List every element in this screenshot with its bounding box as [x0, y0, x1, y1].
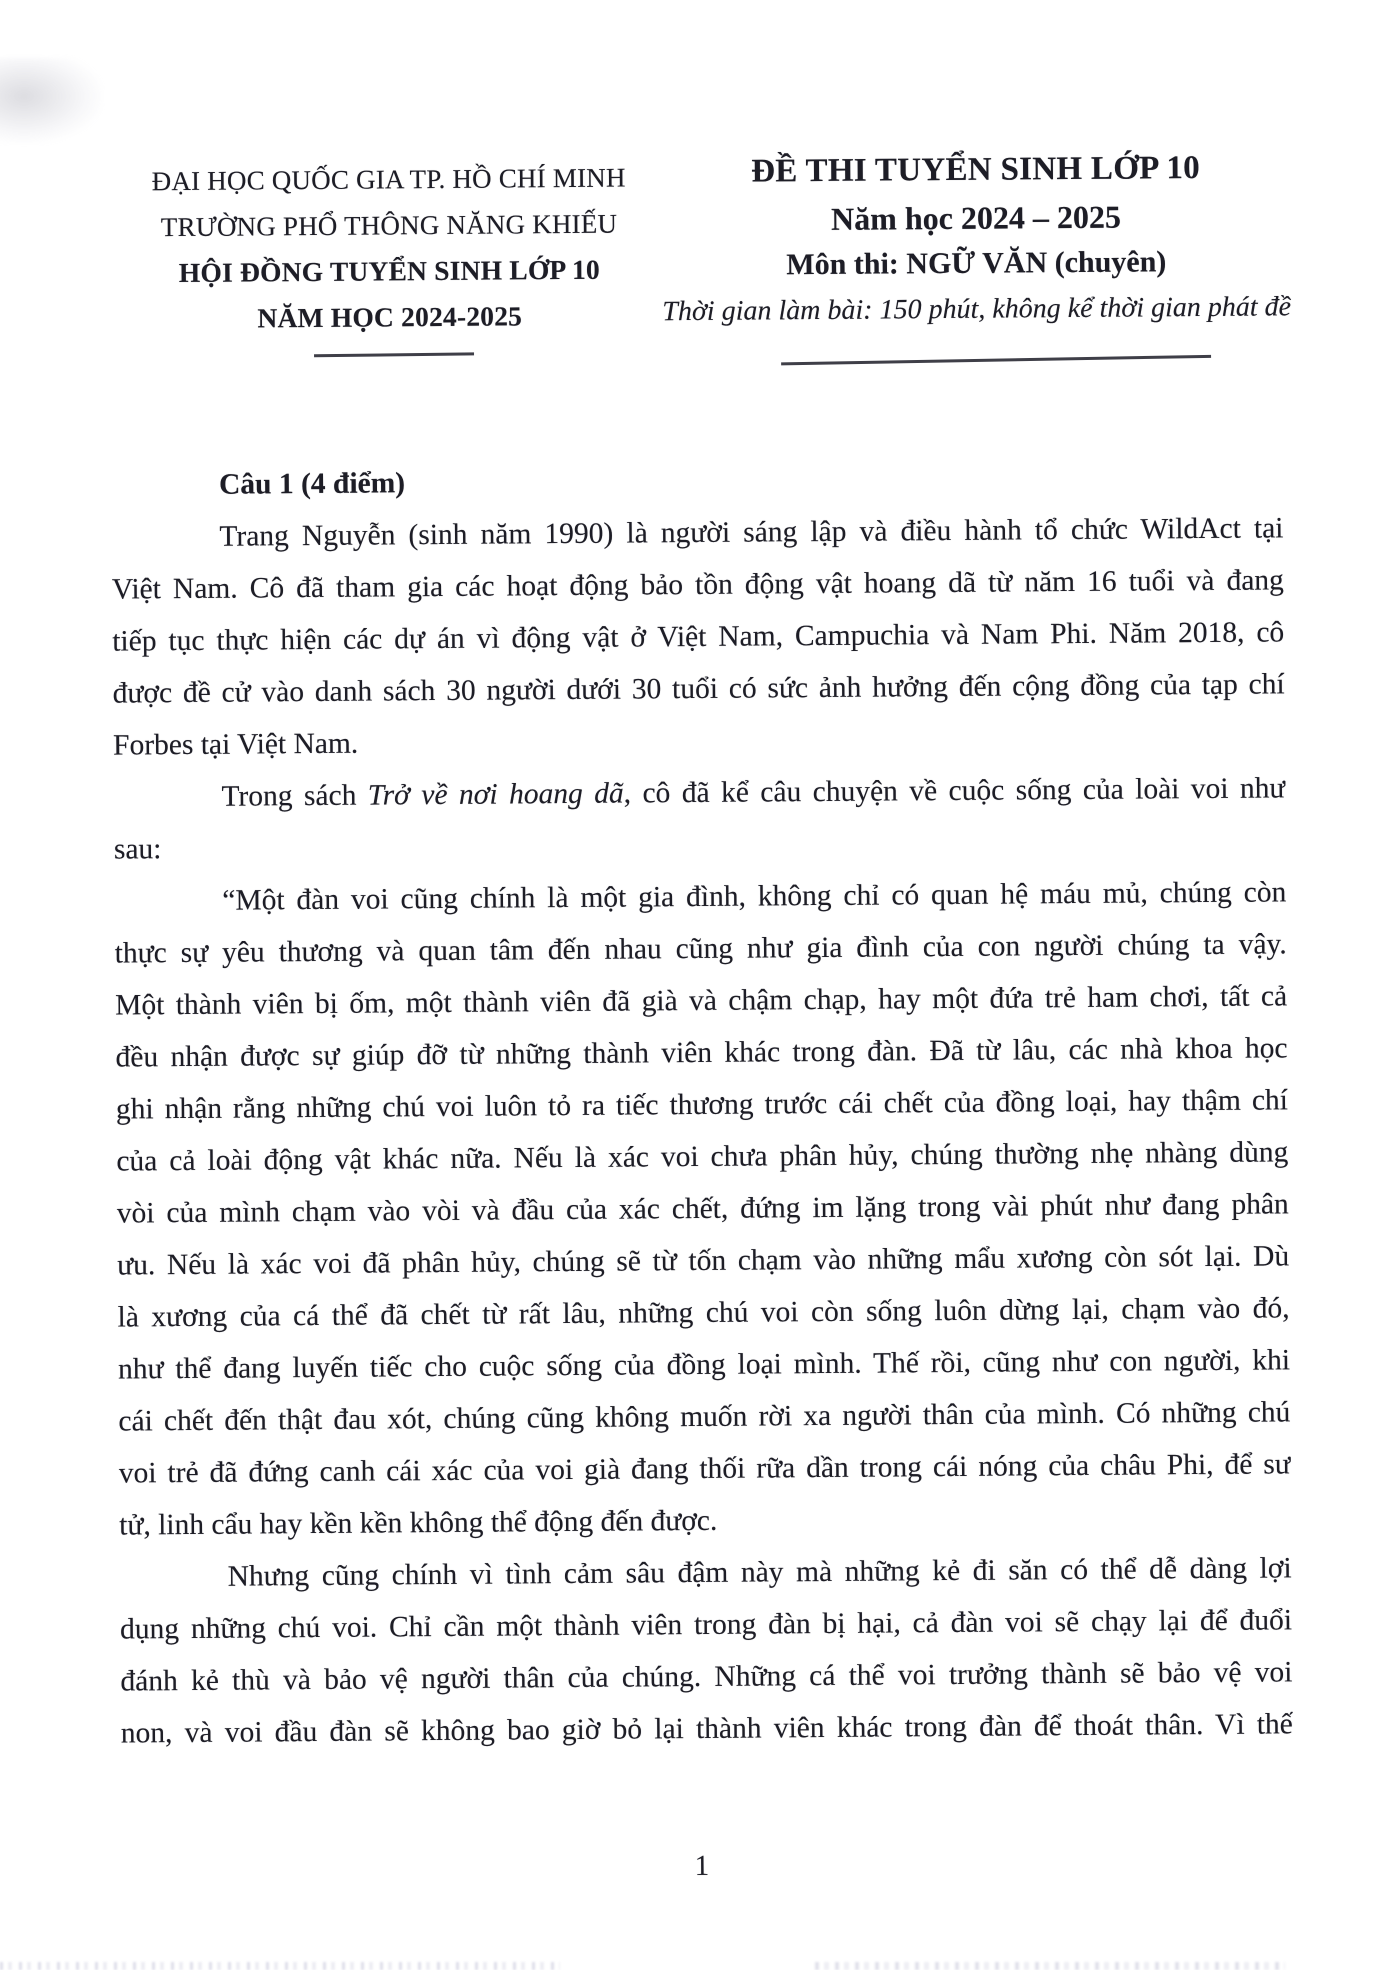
divider-line-left — [314, 352, 474, 357]
intro-paragraph — [111, 502, 1285, 771]
text-line: tiếp tục thực hiện các dự án vì động vật ở Việt Nam, Campuchia và Nam Phi. Năm 2018, cô — [112, 616, 1285, 658]
exam-title-block — [641, 143, 1310, 335]
text-line: được đề cử vào danh sách 30 người dưới 30 tuổi có sức ảnh hưởng đến cộng đồng của tạp chí — [112, 668, 1285, 710]
question-1-heading: Câu 1 (4 điểm) — [218, 467, 406, 501]
text-line: ghi nhận rằng những chú voi luôn tỏ ra tiếc thương trước cái chết của đồng loại, hay thậm chí — [115, 1084, 1289, 1126]
text-line: dụng những chú voi. Chỉ cần một thành viên trong đàn bị hại, cả đàn voi sẽ chạy lại để đuổi — [119, 1604, 1293, 1646]
text-line: tử, linh cẩu hay kền kền không thể động đến được. — [119, 1504, 718, 1542]
quote-paragraph — [114, 866, 1291, 1551]
page-number: 1 — [694, 1849, 710, 1883]
text-line: của cả loài động vật khác nữa. Nếu là xác voi chưa phân hủy, chúng thường nhẹ nhàng dùng — [116, 1136, 1289, 1178]
issuer-line-university: ĐẠI HỌC QUỐC GIA TP. HỒ CHÍ MINH — [151, 162, 626, 197]
text-line: đều nhận được sự giúp đỡ từ những thành viên khác trong đàn. Đã từ lâu, các nhà khoa học — [115, 1032, 1288, 1074]
issuer-block — [105, 154, 672, 342]
closing-paragraph — [119, 1542, 1293, 1759]
subject-line: Môn thi: NGỮ VĂN (chuyên) — [786, 245, 1167, 282]
exam-body — [111, 450, 1293, 1759]
text-line: vòi của mình chạm vào vòi và đầu của xác chết, đứng im lặng trong vài phút như đang phân — [116, 1188, 1289, 1230]
text-line: Việt Nam. Cô đã tham gia các hoạt động bảo tồn động vật hoang dã từ năm 16 tuổi và đang — [111, 564, 1284, 606]
issuer-line-council: HỘI ĐỒNG TUYỂN SINH LỚP 10 — [178, 253, 601, 289]
text-line: Trong sách Trở về nơi hoang dã, cô đã kể câu chuyện về cuộc sống của loài voi như — [221, 772, 1286, 813]
text-line: voi trẻ đã đứng canh cái xác của voi già đang thối rữa dần trong cái nóng của châu Phi, để sư — [118, 1448, 1291, 1490]
text-line: “Một đàn voi cũng chính là một gia đình, không chỉ có quan hệ máu mủ, chúng còn — [222, 876, 1287, 917]
text-line: là xương của cá thể đã chết từ rất lâu, những chú voi còn sống luôn dừng lại, chạm vào đó, — [117, 1292, 1290, 1334]
text-line: non, và voi đầu đàn sẽ không bao giờ bỏ lại thành viên khác trong đàn để thoát thân. Vì thế — [120, 1708, 1293, 1750]
issuer-line-year: NĂM HỌC 2024-2025 — [257, 300, 523, 334]
book-intro-paragraph — [113, 762, 1286, 875]
text-line: đánh kẻ thù và bảo vệ người thân của chúng. Những cá thể voi trưởng thành sẽ bảo vệ voi — [120, 1656, 1293, 1698]
scan-edge-artifact — [815, 1962, 1285, 1970]
scan-edge-artifact — [0, 1962, 560, 1970]
school-year: Năm học 2024 – 2025 — [830, 198, 1121, 237]
text-line: Một thành viên bị ốm, một thành viên đã già và chậm chạp, hay một đứa trẻ ham chơi, tất cả — [115, 980, 1288, 1022]
text-line: như thể đang luyến tiếc cho cuộc sống của đồng loại mình. Thế rồi, cũng như con người, khi — [117, 1344, 1291, 1386]
duration-line: Thời gian làm bài: 150 phút, không kể thời gian phát đề — [662, 291, 1292, 328]
issuer-line-school: TRƯỜNG PHỔ THÔNG NĂNG KHIẾU — [160, 208, 618, 243]
paragraphs-container — [111, 502, 1293, 1759]
exam-title: ĐỀ THI TUYỂN SINH LỚP 10 — [751, 150, 1201, 190]
text-line: ưu. Nếu là xác voi đã phân hủy, chúng sẽ từ tốn chạm vào những mẩu xương còn sót lại. Dù — [117, 1240, 1290, 1282]
divider-line-right — [781, 355, 1211, 366]
text-line: Trang Nguyễn (sinh năm 1990) là người sáng lập và điều hành tổ chức WildAct tại — [219, 512, 1284, 553]
text-line: sau: — [113, 833, 162, 866]
text-line: Forbes tại Việt Nam. — [112, 727, 359, 762]
text-line: cái chết đến thật đau xót, chúng cũng không muốn rời xa người thân của mình. Có những chú — [118, 1396, 1291, 1438]
text-line: Nhưng cũng chính vì tình cảm sâu đậm này mà những kẻ đi săn có thể dễ dàng lợi — [227, 1552, 1292, 1593]
text-line: thực sự yêu thương và quan tâm đến nhau cũng như gia đình của con người chúng ta vậy. — [114, 928, 1287, 970]
